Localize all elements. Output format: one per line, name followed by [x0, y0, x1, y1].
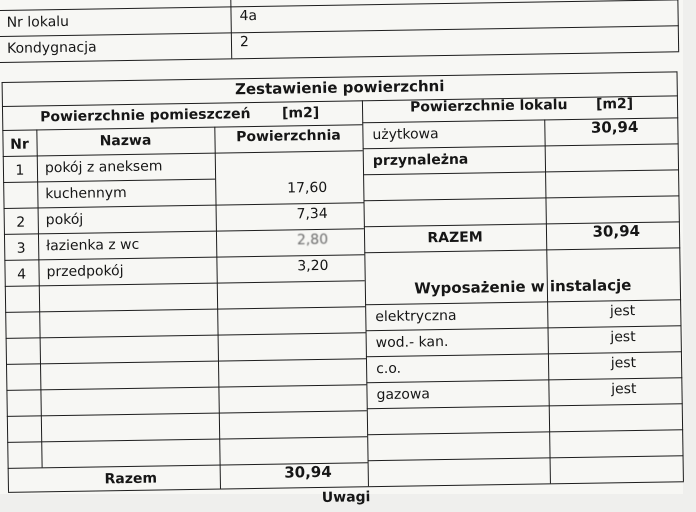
usable-label: użytkowa — [372, 126, 439, 144]
header-rule — [0, 25, 679, 37]
room-rule — [7, 410, 367, 417]
installations-rule — [368, 455, 684, 461]
room-nr: 4 — [17, 266, 27, 283]
room-rule — [6, 332, 366, 339]
room-rule — [7, 436, 367, 443]
rooms-header-rule — [3, 150, 363, 157]
unit-total-value: 30,94 — [592, 221, 641, 241]
installation-value: jest — [610, 329, 636, 346]
rooms-unit: [m2] — [281, 104, 320, 122]
room-rule — [5, 306, 365, 313]
room-rule — [3, 179, 215, 183]
kondygnacja-label: Kondygnacja — [6, 39, 97, 57]
usable-value: 30,94 — [590, 117, 639, 137]
room-nr: 3 — [16, 240, 26, 257]
room-area — [215, 155, 327, 157]
col-divider — [36, 129, 42, 467]
installation-name: gazowa — [376, 386, 431, 404]
room-rule — [6, 358, 366, 365]
installation-value: jest — [610, 355, 637, 372]
room-name: pokój z aneksem — [44, 158, 163, 177]
installation-name: c.o. — [376, 360, 402, 378]
unit-area-bottom-rule — [364, 247, 680, 253]
room-name: łazienka z wc — [46, 236, 140, 255]
room-nr: 2 — [16, 214, 26, 231]
room-nr: 1 — [15, 162, 25, 179]
lokal-label: Nr lokalu — [6, 13, 70, 31]
summary-title: Zestawienie powierzchni — [234, 77, 445, 99]
room-name: pokój — [45, 211, 84, 229]
room-rule — [5, 280, 365, 287]
installation-name: elektryczna — [375, 307, 457, 326]
installation-value: jest — [611, 381, 637, 398]
col-area-header: Powierzchnia — [236, 127, 341, 146]
installations-rule — [367, 429, 683, 435]
col-nr-header: Nr — [10, 136, 29, 153]
room-area: 3,20 — [297, 257, 329, 275]
installation-value: jest — [609, 303, 636, 320]
installations-rule — [367, 403, 683, 409]
header-rule — [0, 51, 679, 63]
rooms-total-value: 30,94 — [284, 462, 332, 482]
room-nr — [3, 189, 37, 190]
room-area: 7,34 — [296, 205, 328, 223]
col-name-header: Nazwa — [99, 132, 152, 150]
unit-area-unit: [m2] — [595, 96, 634, 113]
unit-area-rule — [363, 195, 679, 201]
room-rule — [6, 384, 366, 391]
unit-area-rule — [363, 169, 679, 175]
rooms-total-label: Razem — [104, 470, 158, 488]
auxiliary-label: przynależna — [372, 151, 469, 170]
header-rule — [0, 0, 678, 11]
unit-area-rule — [363, 143, 679, 149]
unit-total-label: RAZEM — [427, 229, 483, 247]
room-name: przedpokój — [46, 263, 124, 281]
rooms-title: Powierzchnie pomieszczeń — [40, 106, 251, 126]
kondygnacja-value: 2 — [239, 34, 250, 51]
lokal-value: 4a — [239, 7, 258, 25]
header-divider — [230, 0, 232, 58]
room-area: 17,60 — [287, 179, 328, 197]
room-area: 2,80 — [296, 231, 329, 249]
header-divider — [677, 0, 679, 51]
room-name: kuchennym — [45, 185, 127, 203]
remarks-heading: Uwagi — [321, 489, 371, 506]
installations-title: Wyposażenie w instalacje — [414, 276, 632, 298]
installation-name: wod.- kan. — [375, 333, 449, 352]
unit-area-title: Powierzchnie lokalu — [409, 97, 568, 116]
